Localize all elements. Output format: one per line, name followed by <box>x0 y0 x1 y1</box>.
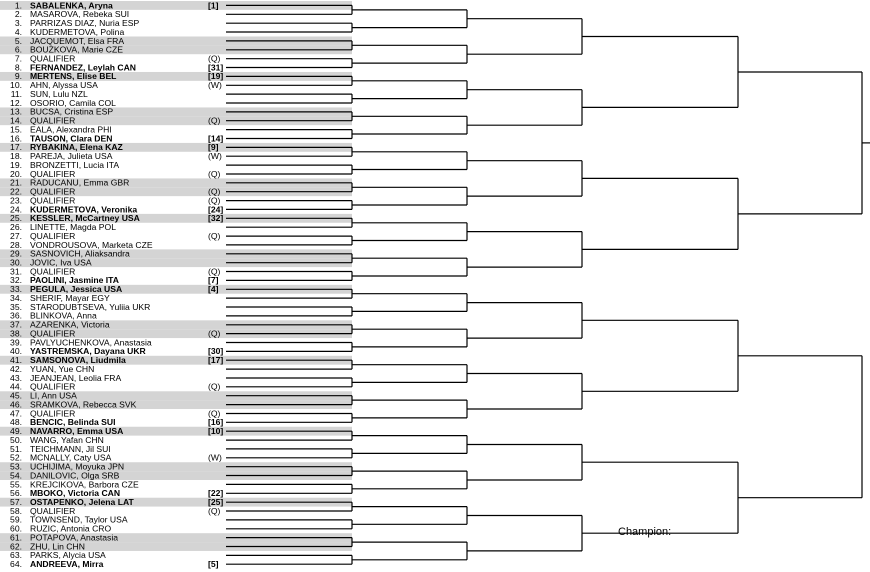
seed-note: [19] <box>208 71 224 82</box>
seed-note: [25] <box>208 496 224 507</box>
seed-note: [22] <box>208 488 224 499</box>
seed-note: [16] <box>208 417 224 428</box>
seed-note: (Q) <box>208 505 221 516</box>
draw-position: 44. <box>10 381 22 392</box>
seed-note: [9] <box>208 142 219 153</box>
seed-note: (Q) <box>208 230 221 241</box>
draw-position: 29. <box>10 248 22 259</box>
draw-position: 19. <box>10 159 22 170</box>
player-name: AZARENKA, Victoria <box>30 319 110 330</box>
player-name: YASTREMSKA, Dayana UKR <box>30 346 146 357</box>
draw-position: 7. <box>14 53 22 64</box>
draw-position: 17. <box>10 142 22 153</box>
player-name: QUALIFIER <box>30 168 76 179</box>
draw-position: 16. <box>10 133 22 144</box>
player-name: OSTAPENKO, Jelena LAT <box>30 496 134 507</box>
draw-position: 47. <box>10 408 22 419</box>
player-name: FERNANDEZ, Leylah CAN <box>30 62 136 73</box>
player-name: TAUSON, Clara DEN <box>30 133 113 144</box>
player-name: QUALIFIER <box>30 381 76 392</box>
seed-note: [5] <box>208 559 219 570</box>
draw-position: 18. <box>10 151 22 162</box>
draw-position: 3. <box>14 18 22 29</box>
player-name: DANILOVIC, Olga SRB <box>30 470 120 481</box>
seed-note: (Q) <box>208 115 221 126</box>
draw-position: 11. <box>10 88 22 99</box>
seed-note: (Q) <box>208 408 221 419</box>
draw-position: 64. <box>10 559 22 570</box>
draw-position: 40. <box>10 346 22 357</box>
draw-position: 1. <box>14 0 22 11</box>
player-name: SHERIF, Mayar EGY <box>30 292 110 303</box>
player-name: SRAMKOVA, Rebecca SVK <box>30 399 137 410</box>
draw-position: 37. <box>10 319 22 330</box>
draw-position: 53. <box>10 461 22 472</box>
draw-position: 12. <box>10 97 22 108</box>
draw-position: 33. <box>10 284 22 295</box>
seed-note: [14] <box>208 133 224 144</box>
player-name: VONDROUSOVA, Marketa CZE <box>30 239 153 250</box>
draw-position: 43. <box>10 372 22 383</box>
player-name: QUALIFIER <box>30 115 76 126</box>
player-name: KREJCIKOVA, Barbora CZE <box>30 479 139 490</box>
player-name: PAOLINI, Jasmine ITA <box>30 275 119 286</box>
player-name: QUALIFIER <box>30 230 76 241</box>
player-name: SABALENKA, Aryna <box>30 0 113 11</box>
player-name: QUALIFIER <box>30 195 76 206</box>
player-name: YUAN, Yue CHN <box>30 363 95 374</box>
draw-position: 52. <box>10 452 22 463</box>
draw-position: 15. <box>10 124 22 135</box>
player-name: MBOKO, Victoria CAN <box>30 488 121 499</box>
player-name: JOVIC, Iva USA <box>30 257 92 268</box>
seed-note: [1] <box>208 0 219 11</box>
draw-position: 61. <box>10 532 22 543</box>
player-name: QUALIFIER <box>30 186 76 197</box>
seed-note: (Q) <box>208 53 221 64</box>
draw-position: 13. <box>10 106 22 117</box>
draw-position: 63. <box>10 550 22 561</box>
player-name: MERTENS, Elise BEL <box>30 71 117 82</box>
player-name: RYBAKINA, Elena KAZ <box>30 142 123 153</box>
draw-position: 45. <box>10 390 22 401</box>
player-name: QUALIFIER <box>30 266 76 277</box>
draw-position: 38. <box>10 328 22 339</box>
seed-note: [17] <box>208 355 224 366</box>
draw-position: 59. <box>10 514 22 525</box>
draw-position: 30. <box>10 257 22 268</box>
draw-position: 55. <box>10 479 22 490</box>
draw-position: 10. <box>10 80 22 91</box>
draw-position: 58. <box>10 505 22 516</box>
seed-note: (Q) <box>208 381 221 392</box>
seed-note: (Q) <box>208 186 221 197</box>
draw-position: 56. <box>10 488 22 499</box>
draw-position: 60. <box>10 523 22 534</box>
player-name: SAMSONOVA, Liudmila <box>30 355 126 366</box>
draw-position: 36. <box>10 310 22 321</box>
draw-position: 51. <box>10 443 22 454</box>
draw-position: 50. <box>10 434 22 445</box>
player-name: OSORIO, Camila COL <box>30 97 116 108</box>
seed-note: (W) <box>208 80 222 91</box>
player-name: ANDREEVA, Mirra <box>30 559 104 570</box>
player-name: POTAPOVA, Anastasia <box>30 532 119 543</box>
draw-position: 28. <box>10 239 22 250</box>
player-name: STARODUBTSEVA, Yuliia UKR <box>30 301 151 312</box>
player-name: QUALIFIER <box>30 53 76 64</box>
draw-position: 2. <box>14 9 22 20</box>
draw-position: 46. <box>10 399 22 410</box>
draw-position: 9. <box>14 71 22 82</box>
draw-position: 49. <box>10 426 22 437</box>
player-name: SASNOVICH, Aliaksandra <box>30 248 130 259</box>
player-name: ZHU, Lin CHN <box>30 541 85 552</box>
draw-position: 27. <box>10 230 22 241</box>
seed-note: [32] <box>208 213 224 224</box>
draw-position: 42. <box>10 363 22 374</box>
player-name: PAVLYUCHENKOVA, Anastasia <box>30 337 152 348</box>
draw-position: 35. <box>10 301 22 312</box>
player-name: RUZIC, Antonia CRO <box>30 523 112 534</box>
player-name: PAREJA, Julieta USA <box>30 151 113 162</box>
draw-position: 14. <box>10 115 22 126</box>
seed-note: (W) <box>208 452 222 463</box>
champion-label: Champion: <box>618 526 672 538</box>
draw-entry <box>10 559 219 569</box>
seed-note: [24] <box>208 204 224 215</box>
draw-position: 25. <box>10 213 22 224</box>
seed-note: (Q) <box>208 266 221 277</box>
draw-position: 26. <box>10 222 22 233</box>
bracket-lines <box>226 5 870 564</box>
player-name: BRONZETTI, Lucia ITA <box>30 159 120 170</box>
player-name: PARKS, Alycia USA <box>30 550 106 561</box>
seed-note: [4] <box>208 284 219 295</box>
player-name: JACQUEMOT, Elsa FRA <box>30 35 125 46</box>
player-name: LI, Ann USA <box>30 390 77 401</box>
draw-position: 20. <box>10 168 22 179</box>
draw-position: 39. <box>10 337 22 348</box>
player-name: MCNALLY, Caty USA <box>30 452 112 463</box>
player-name: JEANJEAN, Leolia FRA <box>30 372 122 383</box>
draw-position: 6. <box>14 44 22 55</box>
draw-position: 4. <box>14 26 22 37</box>
player-name: RADUCANU, Emma GBR <box>30 177 130 188</box>
seed-note: (W) <box>208 151 222 162</box>
player-name: NAVARRO, Emma USA <box>30 426 124 437</box>
player-name: MASAROVA, Rebeka SUI <box>30 9 130 20</box>
draw-position: 34. <box>10 292 22 303</box>
player-name: LINETTE, Magda POL <box>30 222 116 233</box>
player-name: PARRIZAS DIAZ, Nuria ESP <box>30 18 140 29</box>
draw-position: 22. <box>10 186 22 197</box>
draw-position: 57. <box>10 496 22 507</box>
player-name: AHN, Alyssa USA <box>30 80 98 91</box>
draw-position: 62. <box>10 541 22 552</box>
draw-position: 5. <box>14 35 22 46</box>
draw-position: 24. <box>10 204 22 215</box>
player-name: TEICHMANN, Jil SUI <box>30 443 111 454</box>
seed-note: [7] <box>208 275 219 286</box>
player-name: PEGULA, Jessica USA <box>30 284 123 295</box>
seed-note: (Q) <box>208 328 221 339</box>
seed-note: [10] <box>208 426 224 437</box>
seed-note: (Q) <box>208 168 221 179</box>
draw-position: 21. <box>10 177 22 188</box>
draw-position: 8. <box>14 62 22 73</box>
player-name: UCHIJIMA, Moyuka JPN <box>30 461 125 472</box>
seed-note: (Q) <box>208 195 221 206</box>
player-name: KESSLER, McCartney USA <box>30 213 140 224</box>
player-name: BOUZKOVA, Marie CZE <box>30 44 123 55</box>
draw-position: 48. <box>10 417 22 428</box>
player-name: WANG, Yafan CHN <box>30 434 104 445</box>
player-name: QUALIFIER <box>30 408 76 419</box>
draw-position: 31. <box>10 266 22 277</box>
seed-note: [30] <box>208 346 224 357</box>
player-name: BUCSA, Cristina ESP <box>30 106 114 117</box>
player-name: QUALIFIER <box>30 328 76 339</box>
player-name: BENCIC, Belinda SUI <box>30 417 116 428</box>
player-name: KUDERMETOVA, Veronika <box>30 204 138 215</box>
player-name: KUDERMETOVA, Polina <box>30 26 125 37</box>
player-name: TOWNSEND, Taylor USA <box>30 514 128 525</box>
draw-position: 41. <box>10 355 22 366</box>
draw-position: 32. <box>10 275 22 286</box>
player-name: EALA, Alexandra PHI <box>30 124 112 135</box>
draw-position: 54. <box>10 470 22 481</box>
player-name: QUALIFIER <box>30 505 76 516</box>
draw-position: 23. <box>10 195 22 206</box>
seed-note: [31] <box>208 62 224 73</box>
player-name: BLINKOVA, Anna <box>30 310 97 321</box>
player-name: SUN, Lulu NZL <box>30 88 88 99</box>
